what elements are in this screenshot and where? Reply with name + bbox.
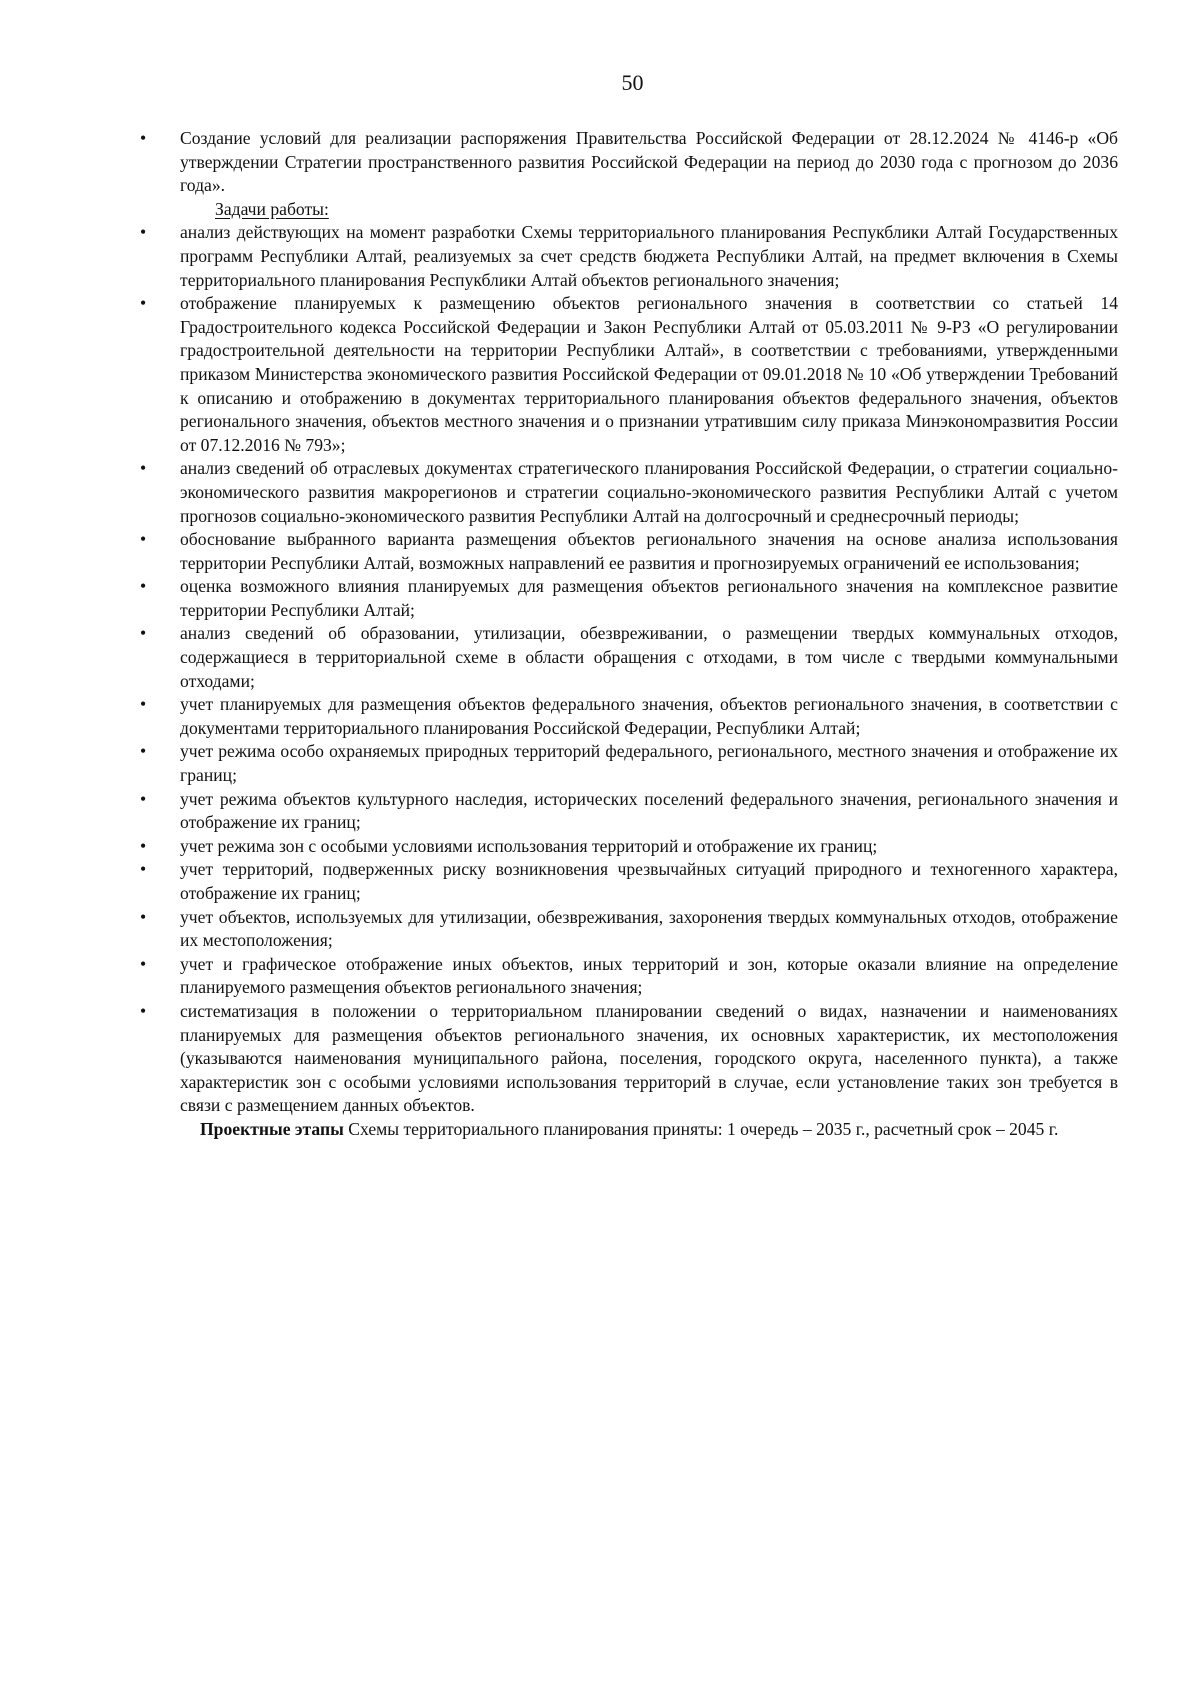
tasks-heading: Задачи работы:: [215, 198, 329, 219]
page-number: 50: [621, 70, 644, 95]
list-item-text: учет объектов, используемых для утилизации, обезвреживания, захоронения твердых коммунальных отходов, отображение их местоположения;: [180, 906, 1118, 951]
tasks-list: [138, 221, 1118, 1118]
bullet-icon: •: [140, 859, 147, 880]
project-stages-text: Схемы территориального планирования приняты: 1 очередь – 2035 г., расчетный срок – 2045 г.: [343, 1118, 1059, 1139]
list-item-text: систематизация в положении о территориальном планировании сведений о видах, назначении и наименованиях планируемых для размещения объектов регионального значения, их основных характеристик, их местоположения (указываются наименования муниципального района, поселения, городского округа, населенного пункта), а также характеристик зон с особыми условиями использования территорий в случае, если установление таких зон требуется в связи с размещением данных объектов.: [180, 1000, 1118, 1116]
list-item: [138, 740, 1118, 787]
list-item-text: обоснование выбранного варианта размещения объектов регионального значения на основе анализа использования территории Республики Алтай, возможных направлений ее развития и прогнозируемых ограничений ее использования;: [180, 529, 1118, 573]
list-item-text: учет режима особо охраняемых природных территорий федерального, регионального, местного значения и отображение их границ;: [180, 741, 1118, 786]
list-item-text: учет планируемых для размещения объектов федерального значения, объектов регионального значения, в соответствии с документами территориального планирования Российской Федерации, Республики Алтай;: [180, 694, 1118, 738]
bullet-icon: •: [140, 741, 147, 762]
list-item: [138, 788, 1118, 835]
bullet-icon: •: [140, 835, 147, 856]
list-item-text: анализ сведений об образовании, утилизации, обезвреживании, о размещении твердых коммунальных отходов, содержащиеся в территориальной схеме в области обращения с отходами, в том числе с твердыми коммунальными отходами;: [180, 623, 1118, 691]
bullet-icon: •: [140, 906, 147, 927]
project-stages-lead: Проектные этапы: [200, 1118, 344, 1139]
list-item: [138, 292, 1118, 457]
list-item-text: анализ сведений об отраслевых документах стратегического планирования Российской Федерации, о стратегии социально-экономического развития макрорегионов и стратегии социально-экономического развития Республики Алтай с учетом прогнозов социально-экономического развития Республики Алтай на долгосрочный и среднесрочный периоды;: [180, 458, 1118, 526]
list-item-text: отображение планируемых к размещению объектов регионального значения в соответствии со статьей 14 Градостроительного кодекса Российской Федерации и Закон Республики Алтай от 05.03.2011 № 9-РЗ «О регулировании градостроительной деятельности на территории Республики Алтай», в соответствии с требованиями, утвержденными приказом Министерства экономического развития Российской Федерации от 09.01.2018 № 10 «Об утверждении Требований к описанию и отображению в документах территориального планирования объектов федерального значения, объектов регионального значения, объектов местного значения и о признании утратившим силу приказа Минэкономразвития России от 07.12.2016 № 793»;: [180, 293, 1118, 455]
document-body: [138, 127, 1118, 1142]
bullet-icon: •: [140, 222, 147, 243]
bullet-icon: •: [140, 293, 147, 314]
list-item: [138, 457, 1118, 528]
bullet-icon: •: [140, 788, 147, 809]
bullet-icon: •: [140, 458, 147, 479]
list-item-text: учет режима зон с особыми условиями использования территорий и отображение их границ;: [180, 835, 878, 856]
list-item: [138, 622, 1118, 693]
list-item: [138, 953, 1118, 1000]
bullet-icon: •: [140, 529, 147, 550]
list-item-text: учет и графическое отображение иных объектов, иных территорий и зон, которые оказали влияние на определение планируемого размещения объектов регионального значения;: [180, 953, 1118, 998]
list-item-text: оценка возможного влияния планируемых для размещения объектов регионального значения на комплексное развитие территории Республики Алтай;: [180, 576, 1118, 620]
bullet-icon: •: [140, 576, 147, 597]
bullet-icon: •: [140, 1000, 147, 1021]
list-item-text: учет территорий, подверженных риску возникновения чрезвычайных ситуаций природного и техногенного характера, отображение их границ;: [180, 859, 1118, 903]
bullet-icon: •: [140, 128, 147, 148]
list-item: [138, 528, 1118, 575]
list-item-intro: [138, 127, 1118, 198]
list-item: [138, 1000, 1118, 1118]
list-item: [138, 835, 1118, 859]
project-stages-paragraph: [138, 1118, 1118, 1142]
list-item: [138, 906, 1118, 953]
bullet-icon: •: [140, 694, 147, 715]
bullet-icon: •: [140, 953, 147, 974]
list-item-text: Создание условий для реализации распоряжения Правительства Российской Федерации от 28.12.2024 № 4146-р «Об утверждении Стратегии пространственного развития Российской Федерации на период до 2030 года с прогнозом до 2036 года».: [180, 128, 1118, 196]
list-item: [138, 858, 1118, 905]
list-item: [138, 575, 1118, 622]
list-item: [138, 221, 1118, 292]
bullet-icon: •: [140, 623, 147, 644]
list-item-text: учет режима объектов культурного наследия, исторических поселений федерального значения, регионального значения и отображение их границ;: [180, 788, 1118, 833]
list-item: [138, 693, 1118, 740]
list-item-text: анализ действующих на момент разработки Схемы территориального планирования Респукблики Алтай Государственных программ Республики Алтай, реализуемых за счет средств бюджета Республики Алтай, на предмет включения в Схемы территориального планирования Респукблики Алтай объектов регионального значения;: [180, 222, 1118, 290]
